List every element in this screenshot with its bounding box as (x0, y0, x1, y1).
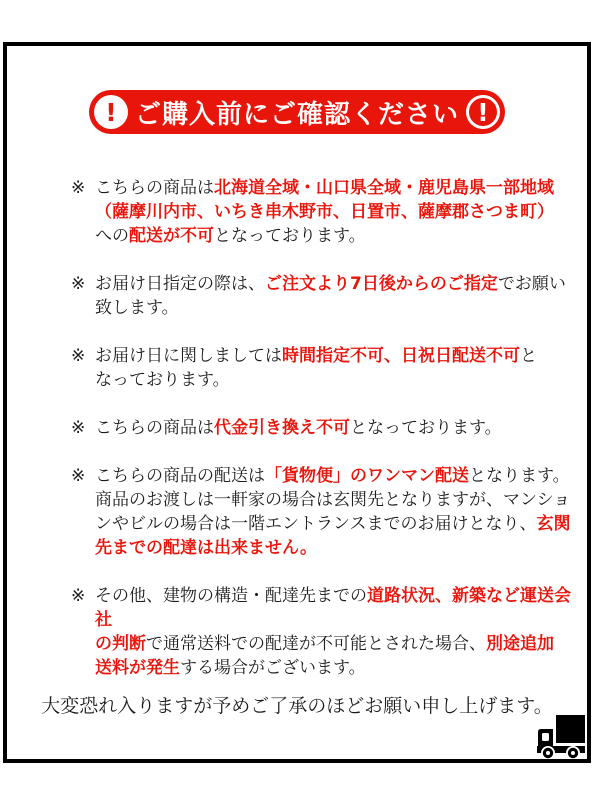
note-marker: ※ (71, 466, 86, 486)
note-marker: ※ (71, 418, 86, 438)
note-text (95, 464, 579, 560)
exclamation-circle-solid-icon (94, 95, 128, 129)
note-text (95, 176, 579, 248)
note-item (71, 584, 579, 680)
note-item (71, 416, 579, 440)
note-plain-text: お届け日指定の際は、 (95, 274, 265, 294)
note-plain-text: お届け日に関しましては (95, 346, 282, 366)
note-item (71, 344, 579, 392)
note-highlight-text: 北海道全域・山口県全域・鹿児島県一部地域 （薩摩川内市、いちき串木野市、日置市、薩摩郡さつま町） (95, 178, 554, 222)
note-plain-text: となっております。 (214, 226, 366, 246)
note-plain-text: でお願い 致します。 (95, 274, 566, 318)
note-highlight-text: 別途追加 送料が発生 (95, 634, 554, 678)
note-plain-text: で通常送料での配達が不可能とされた場合、 (146, 634, 486, 654)
note-marker: ※ (71, 274, 86, 294)
delivery-truck-icon (537, 715, 585, 759)
note-highlight-text: ご注文より7日後からのご指定 (265, 274, 498, 294)
note-highlight-text: 時間指定不可、日祝日配送不可 (282, 346, 520, 366)
note-plain-text: こちらの商品の配送は (95, 466, 265, 486)
exclamation-glyph: ! (477, 97, 489, 127)
note-plain-text: となっております。 (350, 418, 502, 438)
note-highlight-text: 配送が不可 (129, 226, 214, 246)
note-plain-text: と なっております。 (95, 346, 537, 390)
note-item (71, 272, 579, 320)
banner-title: ご購入前にご確認ください (134, 99, 459, 130)
notes-list (7, 176, 587, 680)
note-highlight-text: 「貨物便」のワンマン配送 (265, 466, 469, 486)
note-text (95, 416, 579, 440)
note-plain-text: こちらの商品は (95, 418, 214, 438)
note-plain-text: その他、建物の構造・配達先までの (95, 586, 367, 606)
note-plain-text: こちらの商品は (95, 178, 214, 198)
note-plain-text: への (95, 226, 129, 246)
notice-frame (3, 42, 591, 763)
note-marker: ※ (71, 586, 86, 606)
note-highlight-text: 玄関 先までの配達は出来ません。 (95, 514, 571, 558)
note-marker: ※ (71, 178, 86, 198)
purchase-notice-banner (89, 90, 505, 134)
note-text (95, 584, 579, 680)
exclamation-circle-outline-icon (466, 95, 500, 129)
note-item (71, 464, 579, 560)
note-plain-text: となります。 商品のお渡しは一軒家の場合は玄関先となりますが、マンショ ンやビルの場合は一階エントランスまでのお届けとなり、 (95, 466, 571, 534)
exclamation-glyph: ! (105, 97, 117, 127)
note-highlight-text: 道路状況、新築など運送会社 の判断 (95, 586, 571, 654)
note-marker: ※ (71, 346, 86, 366)
note-highlight-text: 代金引き換え不可 (214, 418, 350, 438)
closing-message: 大変恐れ入りますが予めご了承のほどお願い申し上げます。 (41, 695, 553, 717)
note-text (95, 272, 579, 320)
note-text (95, 344, 579, 392)
note-plain-text: する場合がございます。 (180, 658, 366, 678)
note-item (71, 176, 579, 248)
